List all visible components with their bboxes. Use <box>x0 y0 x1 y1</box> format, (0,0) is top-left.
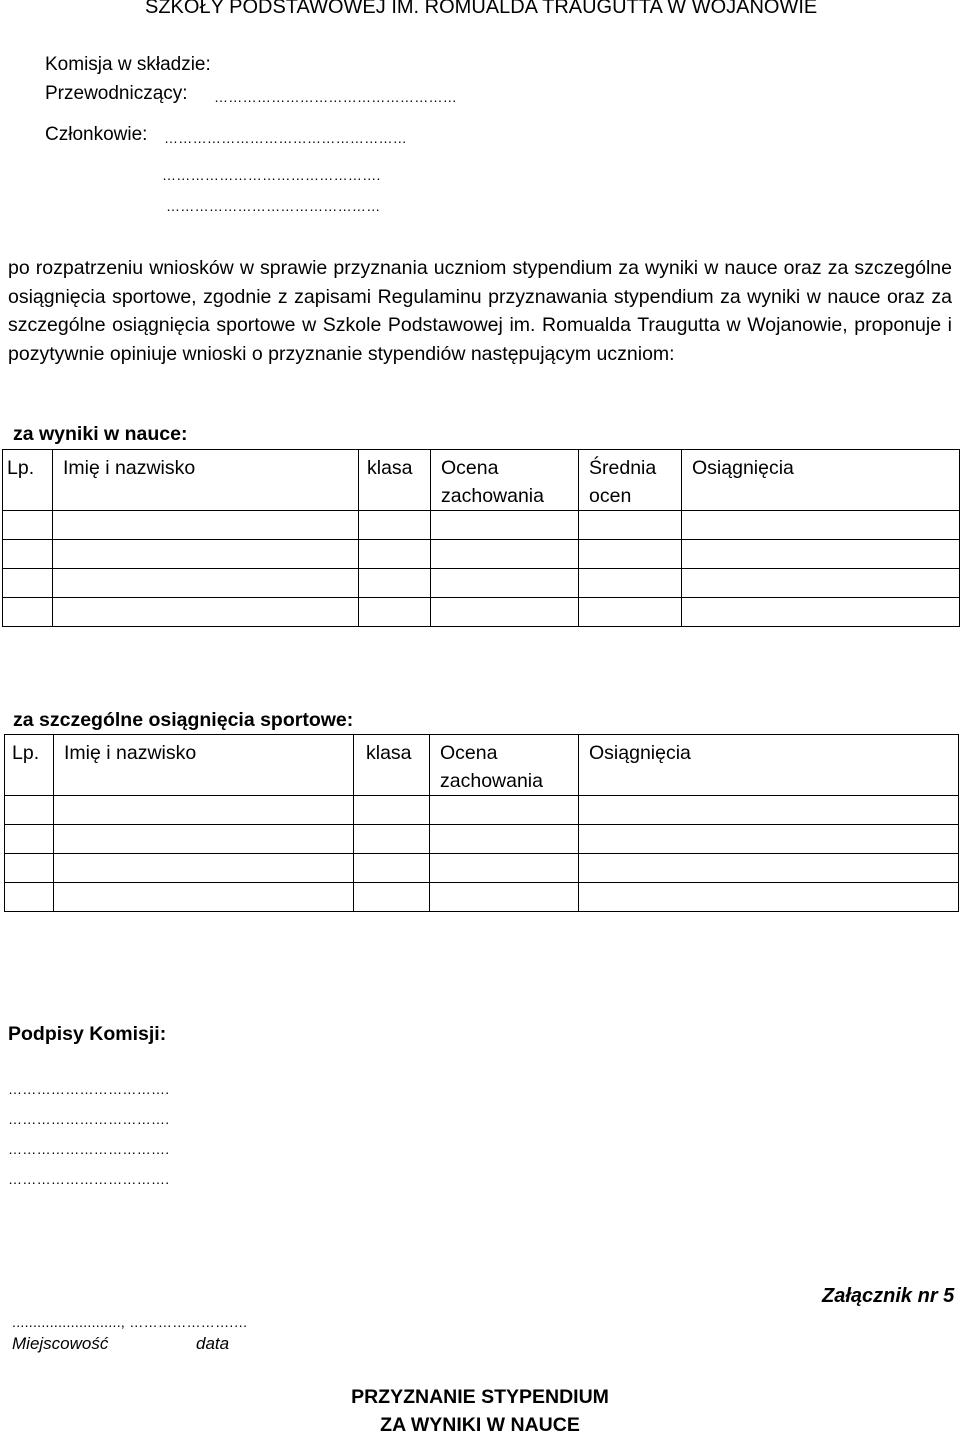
table-row <box>5 825 959 854</box>
cell[interactable] <box>3 569 53 598</box>
cell[interactable] <box>53 511 359 540</box>
col-average: Średnia ocen <box>579 450 682 511</box>
table-row <box>3 569 960 598</box>
signature-line-4[interactable]: ……………………………. <box>8 1171 170 1187</box>
cell[interactable] <box>579 598 682 627</box>
cell[interactable] <box>5 883 54 912</box>
document-title: SZKOŁY PODSTAWOWEJ IM. ROMUALDA TRAUGUTTA W WOJANOWIE <box>145 0 818 18</box>
cell[interactable] <box>53 540 359 569</box>
sports-section-heading: za szczególne osiągnięcia sportowe: <box>13 709 354 731</box>
academic-section-heading: za wyniki w nauce: <box>13 423 188 445</box>
signature-line-3[interactable]: ……………………………. <box>8 1141 170 1157</box>
chair-label: Przewodniczący: <box>45 83 188 104</box>
cell[interactable] <box>430 825 579 854</box>
cell[interactable] <box>431 511 579 540</box>
table-row <box>5 796 959 825</box>
cell[interactable] <box>53 598 359 627</box>
cell[interactable] <box>430 796 579 825</box>
cell[interactable] <box>579 511 682 540</box>
bottom-title-line-1: PRZYZNANIE STYPENDIUM <box>351 1386 609 1408</box>
cell[interactable] <box>54 883 354 912</box>
cell[interactable] <box>354 796 430 825</box>
col-behavior: Ocena zachowania <box>430 735 579 796</box>
place-label: Miejscowość <box>12 1334 109 1353</box>
cell[interactable] <box>359 540 431 569</box>
cell[interactable] <box>682 598 960 627</box>
cell[interactable] <box>431 540 579 569</box>
cell[interactable] <box>54 854 354 883</box>
cell[interactable] <box>579 796 959 825</box>
table-row <box>3 511 960 540</box>
table-row <box>5 883 959 912</box>
cell[interactable] <box>359 598 431 627</box>
chair-signature-line[interactable]: …………………………………………… <box>214 89 458 105</box>
cell[interactable] <box>431 598 579 627</box>
col-achievements: Osiągnięcia <box>579 735 959 796</box>
member-line-3[interactable]: ……………………………………… <box>166 198 381 214</box>
cell[interactable] <box>3 540 53 569</box>
cell[interactable] <box>5 796 54 825</box>
academic-table <box>2 449 960 627</box>
table-row <box>3 598 960 627</box>
cell[interactable] <box>682 569 960 598</box>
sports-header-row <box>5 735 959 796</box>
col-name: Imię i nazwisko <box>53 450 359 511</box>
sports-table <box>4 734 959 912</box>
cell[interactable] <box>579 825 959 854</box>
cell[interactable] <box>682 540 960 569</box>
cell[interactable] <box>430 854 579 883</box>
signature-line-1[interactable]: ……………………………. <box>8 1081 170 1097</box>
cell[interactable] <box>579 883 959 912</box>
attachment-label: Załącznik nr 5 <box>822 1285 955 1307</box>
intro-paragraph: po rozpatrzeniu wniosków w sprawie przyznania uczniom stypendium za wyniki w nauce oraz za szczególne osiągnięcia sportowe, zgodnie z zapisami Regulaminu przyznawania stypendium za wyniki w nauce oraz za szczególne osiągnięcia sportowe w Szkole Podstawowej im. Romualda Traugutta w Wojanowie, proponuje i pozytywnie opiniuje wnioski o przyznanie stypendiów następującym uczniom: <box>8 257 952 365</box>
cell[interactable] <box>54 825 354 854</box>
cell[interactable] <box>359 511 431 540</box>
col-behavior: Ocena zachowania <box>431 450 579 511</box>
signature-line-2[interactable]: ……………………………. <box>8 1111 170 1127</box>
col-name: Imię i nazwisko <box>54 735 354 796</box>
cell[interactable] <box>354 825 430 854</box>
signatures-heading: Podpisy Komisji: <box>8 1023 167 1045</box>
cell[interactable] <box>431 569 579 598</box>
table-row <box>5 854 959 883</box>
place-date-line[interactable]: .........................., ………………….… <box>12 1314 248 1330</box>
bottom-title-line-2: ZA WYNIKI W NAUCE <box>380 1414 580 1436</box>
cell[interactable] <box>5 854 54 883</box>
cell[interactable] <box>359 569 431 598</box>
col-class: klasa <box>359 450 431 511</box>
cell[interactable] <box>3 511 53 540</box>
member-line-1[interactable]: …………………………………………… <box>164 130 408 146</box>
cell[interactable] <box>354 883 430 912</box>
cell[interactable] <box>5 825 54 854</box>
committee-label: Komisja w składzie: <box>45 54 211 75</box>
col-class: klasa <box>354 735 430 796</box>
cell[interactable] <box>682 511 960 540</box>
col-lp: Lp. <box>3 450 53 511</box>
table-row <box>3 540 960 569</box>
cell[interactable] <box>53 569 359 598</box>
cell[interactable] <box>430 883 579 912</box>
members-label: Członkowie: <box>45 124 148 145</box>
cell[interactable] <box>54 796 354 825</box>
cell[interactable] <box>579 569 682 598</box>
date-label: data <box>196 1334 230 1353</box>
cell[interactable] <box>354 854 430 883</box>
academic-header-row <box>3 450 960 511</box>
cell[interactable] <box>3 598 53 627</box>
col-lp: Lp. <box>5 735 54 796</box>
cell[interactable] <box>579 540 682 569</box>
member-line-2[interactable]: ………………………………………. <box>162 167 381 183</box>
cell[interactable] <box>579 854 959 883</box>
col-achievements: Osiągnięcia <box>682 450 960 511</box>
